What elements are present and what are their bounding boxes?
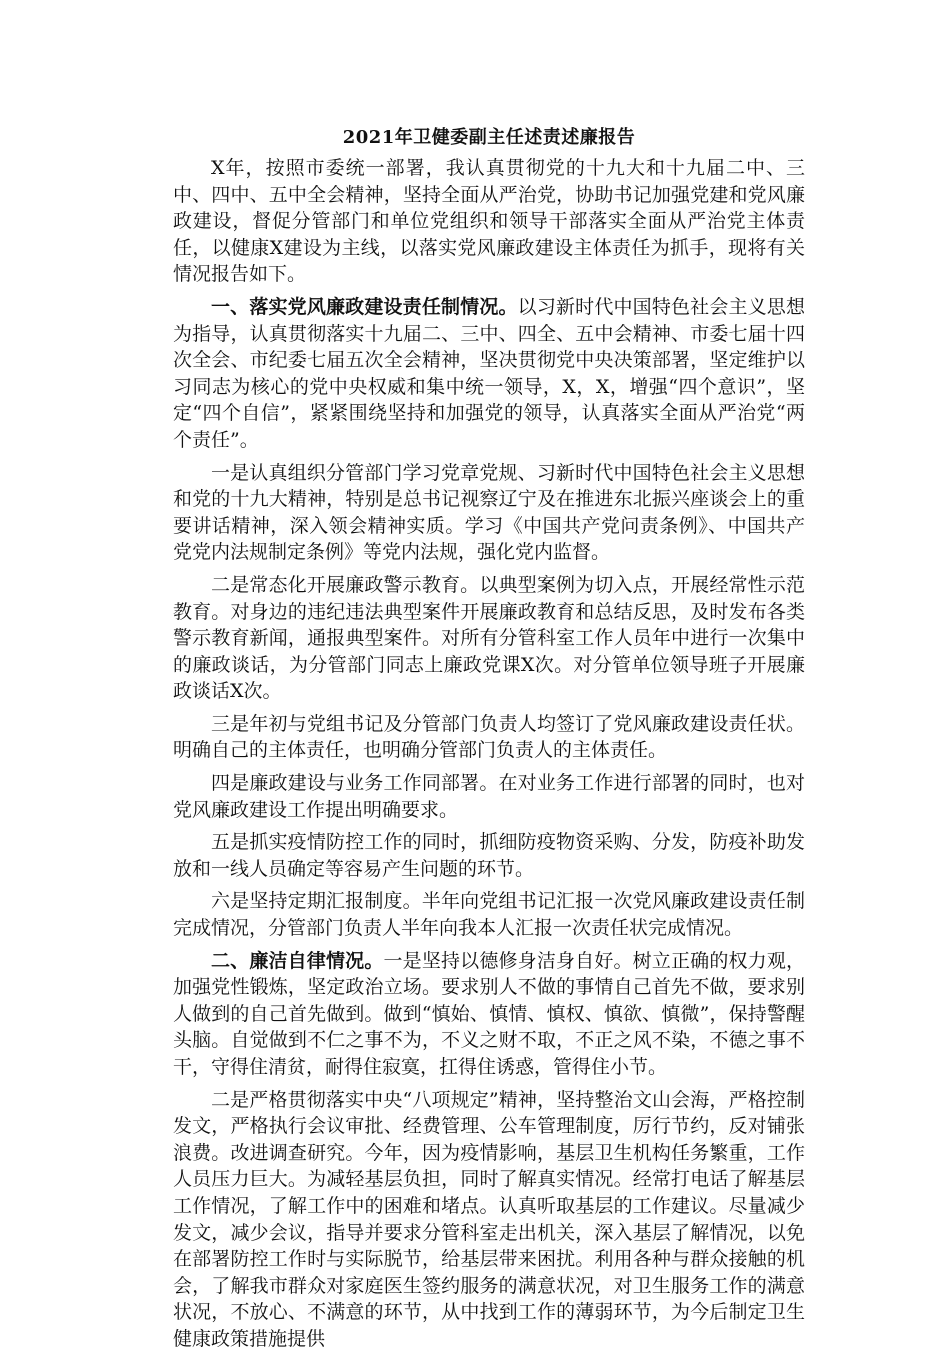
paragraph-text: X年，按照市委统一部署，我认真贯彻党的十九大和十九届二中、三中、四中、五中全会精神，坚持全面从严治党，协助书记加强党建和党风廉政建设，督促分管部门和单位党组织和领导干部落实全面从严治党主体责任，以健康X建设为主线，以落实党风廉政建设主体责任为抓手，现将有关情况报告如下。 — [173, 157, 805, 286]
paragraph-intro — [173, 155, 805, 288]
paragraph-text: 二是严格贯彻落实中央“八项规定”精神，坚持整治文山会海，严格控制发文，严格执行会议审批、经费管理、公车管理制度，厉行节约，反对铺张浪费。改进调查研究。今年，因为疫情影响，基层卫生机构任务繁重，工作人员压力巨大。为减轻基层负担，同时了解真实情况。经常打电话了解基层工作情况，了解工作中的困难和堵点。认真听取基层的工作建议。尽量减少发文，减少会议，指导并要求分管科室走出机关，深入基层了解情况，以免在部署防控工作时与实际脱节，给基层带来困扰。利用各种与群众接触的机会，了解我市群众对家庭医生签约服务的满意状况，对卫生服务工作的满意状况，不放心、不满意的环节，从中找到工作的薄弱环节，为今后制定卫生健康政策措施提供 — [173, 1088, 805, 1350]
document-title: 2021年卫健委副主任述责述廉报告 — [342, 127, 636, 148]
paragraph-text: 四是廉政建设与业务工作同部署。在对业务工作进行部署的同时，也对党风廉政建设工作提出明确要求。 — [173, 772, 805, 821]
paragraph-item-3 — [173, 711, 805, 764]
section-heading-1: 一、落实党风廉政建设责任制情况。 — [211, 295, 518, 318]
paragraph-section-1 — [173, 294, 805, 454]
paragraph-item-5 — [173, 829, 805, 882]
paragraph-item-6 — [173, 888, 805, 941]
paragraph-item-1 — [173, 460, 805, 566]
paragraph-text: 六是坚持定期汇报制度。半年向党组书记汇报一次党风廉政建设责任制完成情况，分管部门负责人半年向我本人汇报一次责任状完成情况。 — [173, 890, 805, 940]
document-body — [173, 125, 805, 1359]
paragraph-text: 三是年初与党组书记及分管部门负责人均签订了党风廉政建设责任状。明确自己的主体责任，也明确分管部门负责人的主体责任。 — [173, 712, 805, 762]
paragraph-text: 一是坚持以德修身洁身自好。树立正确的权力观，加强党性锻炼，坚定政治立场。要求别人不做的事情自己首先不做，要求别人做到的自己首先做到。做到“慎始、慎情、慎权、慎欲、慎微”，保持警醒头脑。自觉做到不仁之事不为，不义之财不取，不正之风不染，不德之事不干，守得住清贫，耐得住寂寞，扛得住诱惑，管得住小节。 — [173, 949, 805, 1078]
paragraph-section-2 — [173, 948, 805, 1081]
paragraph-item-2 — [173, 572, 805, 705]
paragraph-text: 二是常态化开展廉政警示教育。以典型案例为切入点，开展经常性示范教育。对身边的违纪违法典型案件开展廉政教育和总结反思，及时发布各类警示教育新闻，通报典型案件。对所有分管科室工作人员年中进行一次集中的廉政谈话，为分管部门同志上廉政党课X次。对分管单位领导班子开展廉政谈话X次。 — [173, 573, 805, 703]
paragraph-text: 一是认真组织分管部门学习党章党规、习新时代中国特色社会主义思想和党的十九大精神，特别是总书记视察辽宁及在推进东北振兴座谈会上的重要讲话精神，深入领会精神实质。学习《中国共产党问责条例》、中国共产党党内法规制定条例》等党内法规，强化党内监督。 — [173, 461, 805, 564]
paragraph-text: 五是抓实疫情防控工作的同时，抓细防疫物资采购、分发，防疫补助发放和一线人员确定等容易产生问题的环节。 — [173, 831, 805, 880]
section-heading-2: 二、廉洁自律情况。 — [211, 949, 384, 972]
paragraph-text: 以习新时代中国特色社会主义思想为指导，认真贯彻落实十九届二、三中、四全、五中会精神、市委七届十四次全会、市纪委七届五次全会精神，坚决贯彻党中央决策部署，坚定维护以习同志为核心的党中央权威和集中统一领导，X，X，增强“四个意识”，坚定“四个自信”，紧紧围绕坚持和加强党的领导，认真落实全面从严治党“两个责任”。 — [173, 295, 805, 451]
paragraph-item-4 — [173, 770, 805, 823]
paragraph-section-2-item-2 — [173, 1087, 805, 1353]
